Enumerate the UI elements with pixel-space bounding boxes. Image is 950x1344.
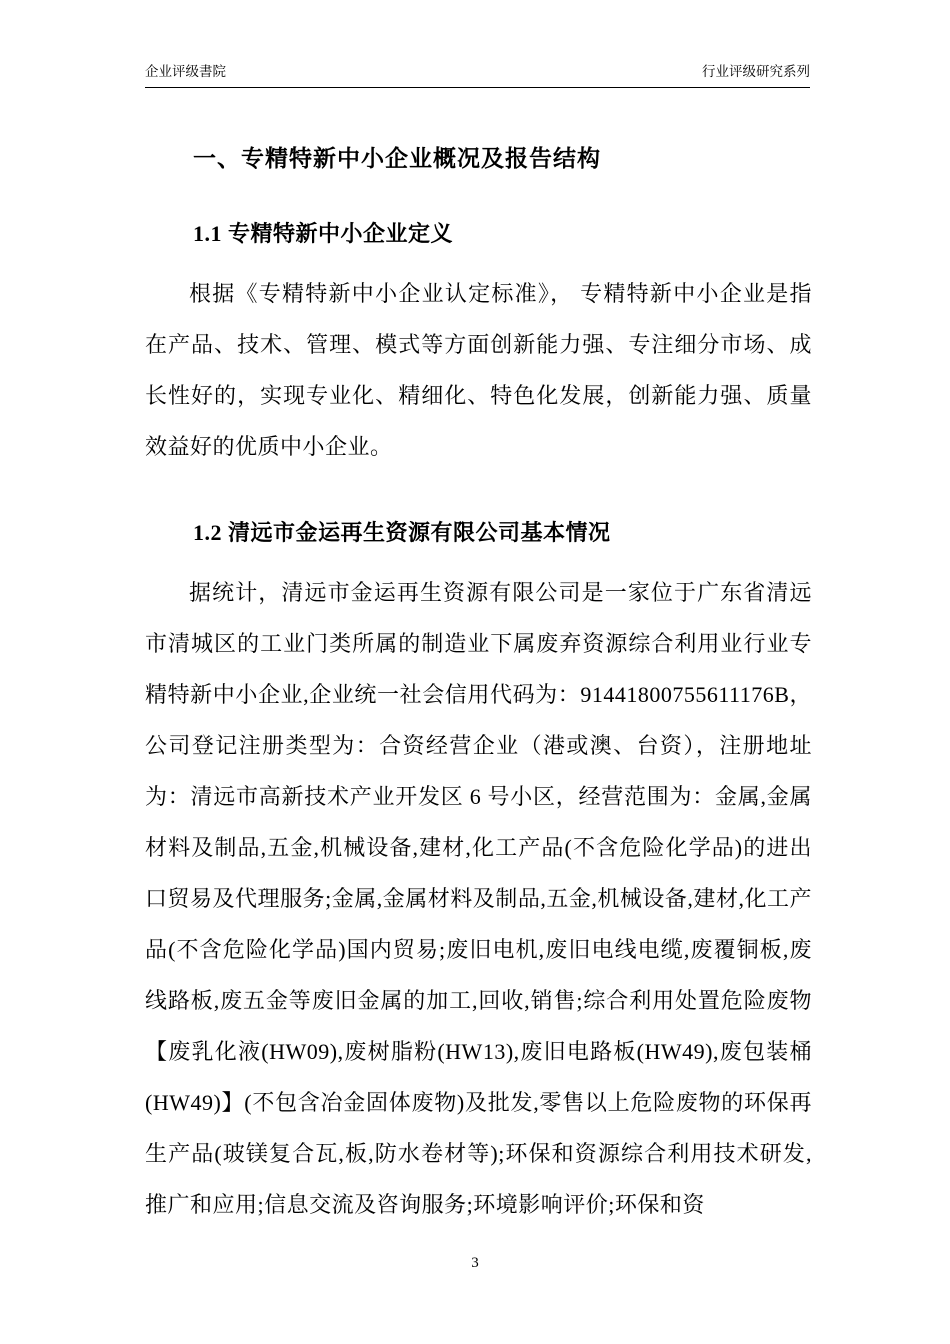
subsection-1-1-title: 1.1 专精特新中小企业定义: [193, 221, 454, 246]
header-right-text: 行业评级研究系列: [702, 64, 810, 79]
page-body: [145, 88, 812, 1230]
header-left-text: 企业评级書院: [145, 64, 226, 79]
subsection-1-2-paragraph: 据统计，清远市金运再生资源有限公司是一家位于广东省清远市清城区的工业门类所属的制造业下属废弃资源综合利用业行业专精特新中小企业,企业统一社会信用代码为：91441800755611176B，公司登记注册类型为：合资经营企业（港或澳、台资），注册地址为：清远市高新技术产业开发区 6 号小区，经营范围为：金属,金属材料及制品,五金,机械设备,建材,化工产品(不含危险化学品)的进出口贸易及代理服务;金属,金属材料及制品,五金,机械设备,建材,化工产品(不含危险化学品)国内贸易;废旧电机,废旧电线电缆,废覆铜板,废线路板,废五金等废旧金属的加工,回收,销售;综合利用处置危险废物【废乳化液(HW09),废树脂粉(HW13),废旧电路板(HW49),废包装桶(HW49)】(不包含冶金固体废物)及批发,零售以上危险废物的环保再生产品(玻镁复合瓦,板,防水卷材等);环保和资源综合利用技术研发,推广和应用;信息交流及咨询服务;环境影响评价;环保和资: [145, 580, 812, 1217]
page-footer: [0, 1255, 950, 1272]
subsection-1-2-title: 1.2 清远市金运再生资源有限公司基本情况: [193, 520, 611, 545]
section-heading: 一、专精特新中小企业概况及报告结构: [193, 145, 601, 171]
page-header: [145, 60, 810, 88]
page-number: 3: [471, 1255, 479, 1271]
subsection-1-1-paragraph: 根据《专精特新中小企业认定标准》， 专精特新中小企业是指在产品、技术、管理、模式等方面创新能力强、专注细分市场、成长性好的，实现专业化、精细化、特色化发展，创新能力强、质量效益好的优质中小企业。: [145, 281, 812, 459]
